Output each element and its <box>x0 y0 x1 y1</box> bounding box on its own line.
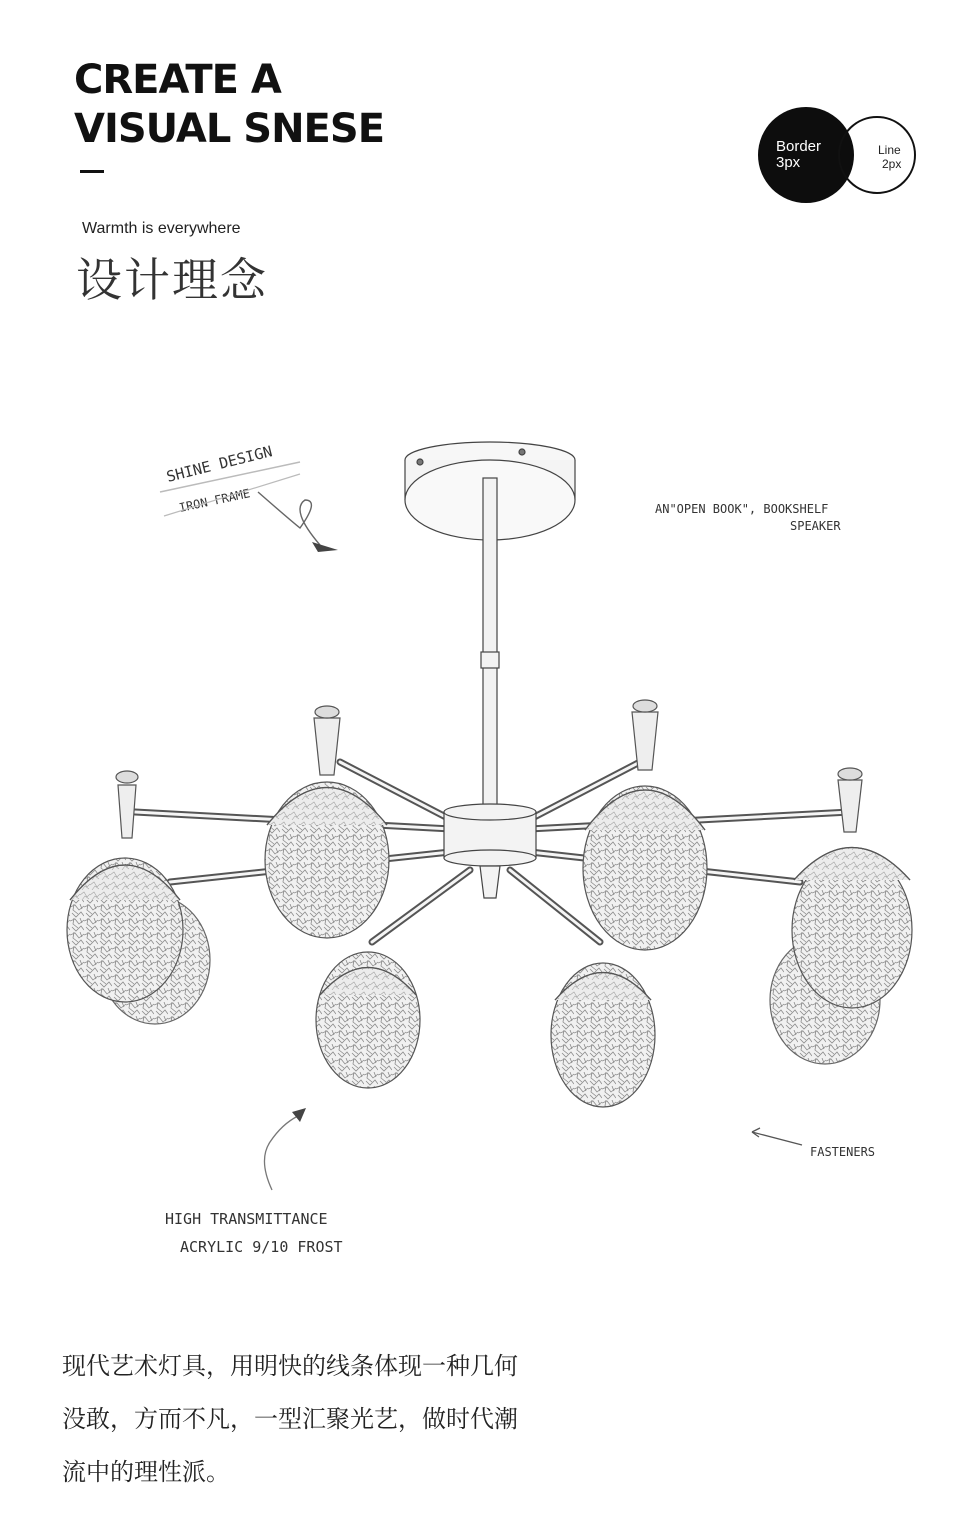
line-badge-value: 2px <box>882 157 902 171</box>
description-line-2: 没敢，方而不凡，一型汇聚光艺，做时代潮 <box>62 1405 518 1433</box>
description-line-3: 流中的理性派。 <box>62 1458 230 1486</box>
globe-right-upper <box>583 700 707 950</box>
annotation-open-book <box>655 502 841 533</box>
fasteners-arrow-icon <box>752 1132 802 1145</box>
drop-rod <box>481 478 499 808</box>
annotation-fasteners-text: FASTENERS <box>810 1145 876 1159</box>
globe-lower-left <box>316 952 420 1088</box>
annotation-speaker-text: SPEAKER <box>790 519 841 533</box>
headline-line-1: CREATE A <box>74 57 281 103</box>
globe-far-right <box>792 768 912 1008</box>
border-badge-value: 3px <box>776 154 801 171</box>
annotation-acrylic-line-2: ACRYLIC 9/10 FROST <box>180 1238 343 1256</box>
headline <box>74 56 384 154</box>
headline-dash-divider <box>80 170 104 173</box>
annotation-shine-design <box>160 442 338 552</box>
border-badge-label: Border <box>776 138 822 155</box>
description-line-1: 现代艺术灯具，用明快的线条体现一种几何 <box>62 1352 518 1380</box>
globe-lower-right <box>551 963 655 1107</box>
annotation-fasteners <box>752 1128 875 1159</box>
globe-left-upper <box>265 706 389 938</box>
line-badge <box>838 116 916 194</box>
annotation-shine-design-text: SHINE DESIGN <box>164 442 275 486</box>
arrow-icon <box>258 492 320 545</box>
arrowhead-icon <box>312 542 338 552</box>
chinese-title: 设计理念 <box>76 253 268 307</box>
annotation-acrylic-line-1: HIGH TRANSMITTANCE <box>165 1210 328 1228</box>
description-paragraph <box>62 1340 622 1499</box>
globe-far-left <box>67 771 183 1002</box>
acrylic-arrow-icon <box>264 1116 298 1190</box>
subtitle: Warmth is everywhere <box>82 220 241 237</box>
headline-line-2: VISUAL SNESE <box>74 106 385 152</box>
annotation-open-book-text: AN"OPEN BOOK", BOOKSHELF <box>655 502 829 516</box>
chandelier-sketch <box>0 400 980 1300</box>
annotation-iron-frame-text: IRON FRAME <box>177 486 252 515</box>
annotation-acrylic <box>165 1108 343 1256</box>
line-badge-label: Line <box>878 143 901 157</box>
